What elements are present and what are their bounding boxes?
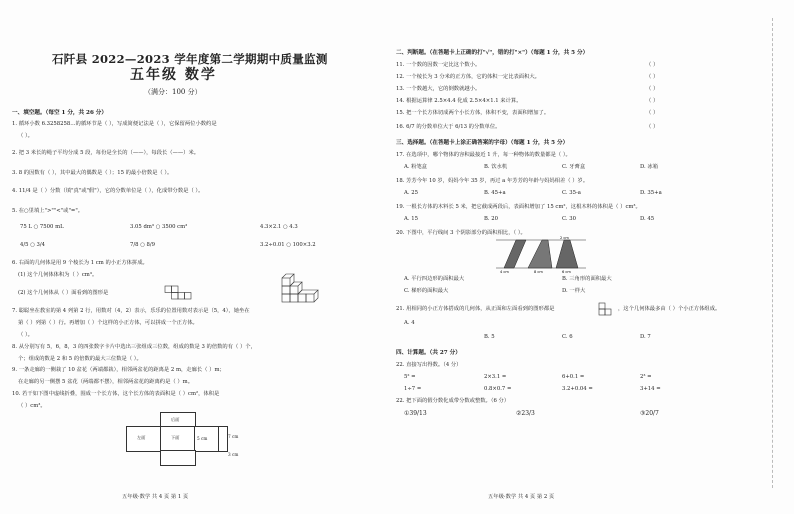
judge-mark-16: （ ） bbox=[646, 124, 659, 130]
q19-option-b[interactable]: B. 20 bbox=[484, 216, 499, 222]
question-1: 1. 循环小数 6.3258258…的循环节是（ ），写成简便记法是（ ），它保留两位小数约是 bbox=[12, 121, 217, 127]
question-17: 17. 在选项中，哪个物体的容积最接近 1 升，每一种物体的数量都是（ ）。 bbox=[396, 152, 571, 158]
judge-mark-14: （ ） bbox=[646, 98, 659, 104]
page-two bbox=[396, 0, 721, 514]
question-2: 2. 把 3 米长的绳子平均分成 5 段，每份是全长的（——），每段长（——）米。 bbox=[12, 150, 200, 156]
fraction-3: ③20/7 bbox=[640, 410, 659, 417]
exam-title: 石阡县 2022—2023 学年度第二学期期中质量监测 bbox=[52, 52, 328, 66]
judge-mark-11: （ ） bbox=[646, 62, 659, 68]
page-two-footer: 五年级·数学 共 4 页 第 2 页 bbox=[488, 494, 555, 500]
fraction-2: ②23/3 bbox=[516, 410, 535, 417]
question-21-cont: ，这个几何体最多由（ ）个小正方体组成。 bbox=[618, 306, 721, 312]
trap-label-4cm: 4 cm bbox=[500, 270, 509, 274]
judge-mark-15: （ ） bbox=[646, 110, 659, 116]
compare-2b: 7/8 ○ 8/9 bbox=[130, 242, 156, 248]
judge-mark-13: （ ） bbox=[646, 86, 659, 92]
calc-r1-a: 5² = bbox=[404, 374, 416, 380]
fraction-1: ①39/13 bbox=[404, 410, 427, 417]
compare-2a: 4/5 ○ 3/4 bbox=[20, 242, 46, 248]
net-bottom-face bbox=[160, 426, 196, 452]
judge-mark-12: （ ） bbox=[646, 74, 659, 80]
section-judge-title: 二、判断题。（在答题卡上正确的打"√"，错的打"×"）（每题 1 分，共 5 分） bbox=[396, 50, 589, 56]
question-6-part-2: (2) 这个几何体从（ ）面看到的图形是 bbox=[18, 290, 109, 296]
net-left-face bbox=[126, 426, 162, 452]
question-8-cont: 个；组成的数是 2 和 5 的倍数的最大三位数是（ ）。 bbox=[18, 356, 142, 362]
question-19: 19. 一根长方体的木料长 5 米，把它截成两段后，表面积增加了 15 cm²，这根木料的体积是（ ）cm³。 bbox=[396, 204, 641, 210]
trap-label-2cm: 2 cm bbox=[560, 236, 569, 240]
question-20: 20. 下图中，平行线间 3 个阴影部分的面积相比，（ ）。 bbox=[396, 230, 526, 236]
question-16: 16. 6/7 的分数单位大于 6/13 的分数单位。 bbox=[396, 124, 501, 130]
q19-option-c[interactable]: C. 30 bbox=[562, 216, 576, 222]
net-label-left: 左面 bbox=[137, 435, 146, 440]
net-front-face bbox=[160, 450, 196, 466]
question-12: 12. 一个棱长为 3 分米的正方体，它的体积一定比表面积大。 bbox=[396, 74, 540, 80]
page-one bbox=[12, 0, 390, 514]
compare-2c: 3.2÷0.01 ○ 100×3.2 bbox=[260, 242, 316, 248]
q17-option-a[interactable]: A. 粉笔盒 bbox=[404, 164, 428, 170]
section-calc-title: 四、计算题。（共 27 分） bbox=[396, 350, 461, 356]
trap-label-8cm: 8 cm bbox=[534, 270, 543, 274]
q18-option-d[interactable]: D. 35+a bbox=[640, 190, 662, 196]
question-3: 3. 8 的因数有（ ），其中最大的偶数是（ ）；15 的最小倍数是（ ）。 bbox=[12, 170, 173, 176]
net-label-7cm: 7 cm bbox=[228, 434, 239, 439]
calc-r2-d: 3+14 = bbox=[640, 386, 661, 392]
shaded-shapes-figure bbox=[496, 236, 586, 274]
question-13: 13. 一个数越大，它的倒数就越小。 bbox=[396, 86, 481, 92]
page-one-footer: 五年级·数学 共 4 页 第 1 页 bbox=[122, 494, 189, 500]
question-7: 7. 聪聪坐在教室的第 4 列第 2 行，用数对（4，2）表示，乐乐的位置用数对表示是（5，4），她坐在 bbox=[12, 308, 250, 314]
q20-option-d[interactable]: D. 一样大 bbox=[562, 288, 586, 294]
q17-option-b[interactable]: B. 饮水机 bbox=[484, 164, 508, 170]
q21-option-a[interactable]: A. 4 bbox=[404, 320, 415, 326]
compare-1b: 3.05 dm³ ○ 3500 cm³ bbox=[130, 224, 188, 230]
question-6: 6. 右面的几何体是用 9 个棱长为 1 cm 的小正方体拼成。 bbox=[12, 260, 148, 266]
q18-option-a[interactable]: A. 25 bbox=[404, 190, 418, 196]
calc-r1-c: 6+0.1 = bbox=[562, 374, 585, 380]
grade-subject: 五年级 数学 bbox=[130, 67, 217, 83]
question-1-cont: （ ）。 bbox=[18, 133, 33, 139]
question-15: 15. 把一个长方体切成两个小长方体，体积不变，表面积增加了。 bbox=[396, 110, 550, 116]
view-figure-21 bbox=[598, 302, 618, 316]
question-5: 5. 在○里填上">""<"或"="。 bbox=[12, 208, 84, 214]
q21-option-d[interactable]: D. 7 bbox=[640, 334, 651, 340]
section-choice-title: 三、选择题。（在答题卡上涂正确答案的字母）（每题 1 分，共 5 分） bbox=[396, 140, 569, 146]
net-label-5cm: 5 cm bbox=[197, 436, 208, 441]
q19-option-d[interactable]: D. 45 bbox=[640, 216, 655, 222]
cube-stack-figure bbox=[280, 270, 330, 306]
compare-1a: 75 L ○ 7500 mL bbox=[20, 224, 64, 230]
question-9: 9. 一条走廊的一侧栽了 10 盆花（两端都栽），相邻两盆花的距离是 2 m，走廊长（ ）m； bbox=[12, 367, 225, 373]
calc-r2-c: 3.2+0.04 = bbox=[562, 386, 593, 392]
calc-r1-d: 2³ = bbox=[640, 374, 652, 380]
calc-r2-a: 1÷7 = bbox=[404, 386, 422, 392]
question-18: 18. 芳芳今年 10 岁，妈妈今年 35 岁，再过 a 年芳芳的年龄与妈妈相差（ ）岁。 bbox=[396, 178, 589, 184]
question-4: 4. 11/4 是（ ）分数（填"真"或"假"），它的分数单位是（ ），化成带分数是（ ）。 bbox=[12, 188, 204, 194]
calc-r1-b: 2×3.1 = bbox=[484, 374, 507, 380]
compare-1c: 4.3×2.1 ○ 4.3 bbox=[260, 224, 298, 230]
question-10-cont: （ ）cm³。 bbox=[18, 403, 46, 409]
question-10: 10. 若干如下图中虚线折叠，围成一个长方体，这个长方体的表面积是（ ）cm²，体积是 bbox=[12, 391, 220, 397]
q17-option-c[interactable]: C. 牙膏盒 bbox=[562, 164, 586, 170]
q18-option-b[interactable]: B. 45+a bbox=[484, 190, 506, 196]
calc-r2-b: 0.8×0.7 = bbox=[484, 386, 512, 392]
q17-option-d[interactable]: D. 冰箱 bbox=[640, 164, 659, 170]
q20-option-c[interactable]: C. 梯形的面积最大 bbox=[404, 288, 449, 294]
view-grid-figure bbox=[164, 285, 192, 301]
trap-label-6cm: 6 cm bbox=[562, 270, 571, 274]
full-score: （满分：100 分） bbox=[144, 88, 202, 96]
q20-option-b[interactable]: B. 三角形的面积最大 bbox=[562, 276, 612, 282]
net-right-face bbox=[194, 426, 220, 452]
question-9-cont: 在走廊的另一侧摆 5 盆花（两端都不摆），相邻两盆花的距离约是（ ）m。 bbox=[18, 379, 193, 385]
question-23: 22. 把下面的假分数化成带分数或整数。（6 分） bbox=[396, 398, 510, 404]
net-label-bottom: 下面 bbox=[171, 435, 180, 440]
question-8: 8. 从分别写有 5，6，8，3 的四张数字卡片中选出三张组成三位数，组成的数是 3 的倍数的有（ ）个， bbox=[12, 344, 256, 350]
q18-option-c[interactable]: C. 35-a bbox=[562, 190, 581, 196]
question-6-part-1: (1) 这个几何体体积为（ ）cm³。 bbox=[18, 272, 98, 278]
question-11: 11. 一个数的因数一定比这个数小。 bbox=[396, 62, 481, 68]
net-label-back: 后面 bbox=[171, 417, 180, 422]
question-21: 21. 用相同的小正方体搭成的几何体，从正面和左面看到的图形都是 bbox=[396, 306, 555, 312]
section-fill-in-title: 一、填空题。（每空 1 分，共 26 分） bbox=[12, 110, 107, 116]
question-14: 14. 根据运算律 2.5×4.4 化成 2.5×4×1.1 来计算。 bbox=[396, 98, 522, 104]
net-label-3cm: 3 cm bbox=[228, 452, 239, 457]
q19-option-a[interactable]: A. 15 bbox=[404, 216, 418, 222]
q21-option-c[interactable]: C. 6 bbox=[562, 334, 573, 340]
net-side-strip bbox=[218, 426, 228, 452]
binding-line bbox=[772, 18, 773, 488]
question-7-cont-2: （ ）。 bbox=[18, 332, 33, 338]
q21-option-b[interactable]: B. 5 bbox=[484, 334, 495, 340]
question-7-cont: 第（ ）列第（ ）行。再增加（ ）个这样的小正方体，可以拼成一个正方体。 bbox=[18, 320, 198, 326]
q20-option-a[interactable]: A. 平行四边形的面积最大 bbox=[404, 276, 465, 282]
question-22: 22. 直接写出得数。（4 分） bbox=[396, 362, 462, 368]
